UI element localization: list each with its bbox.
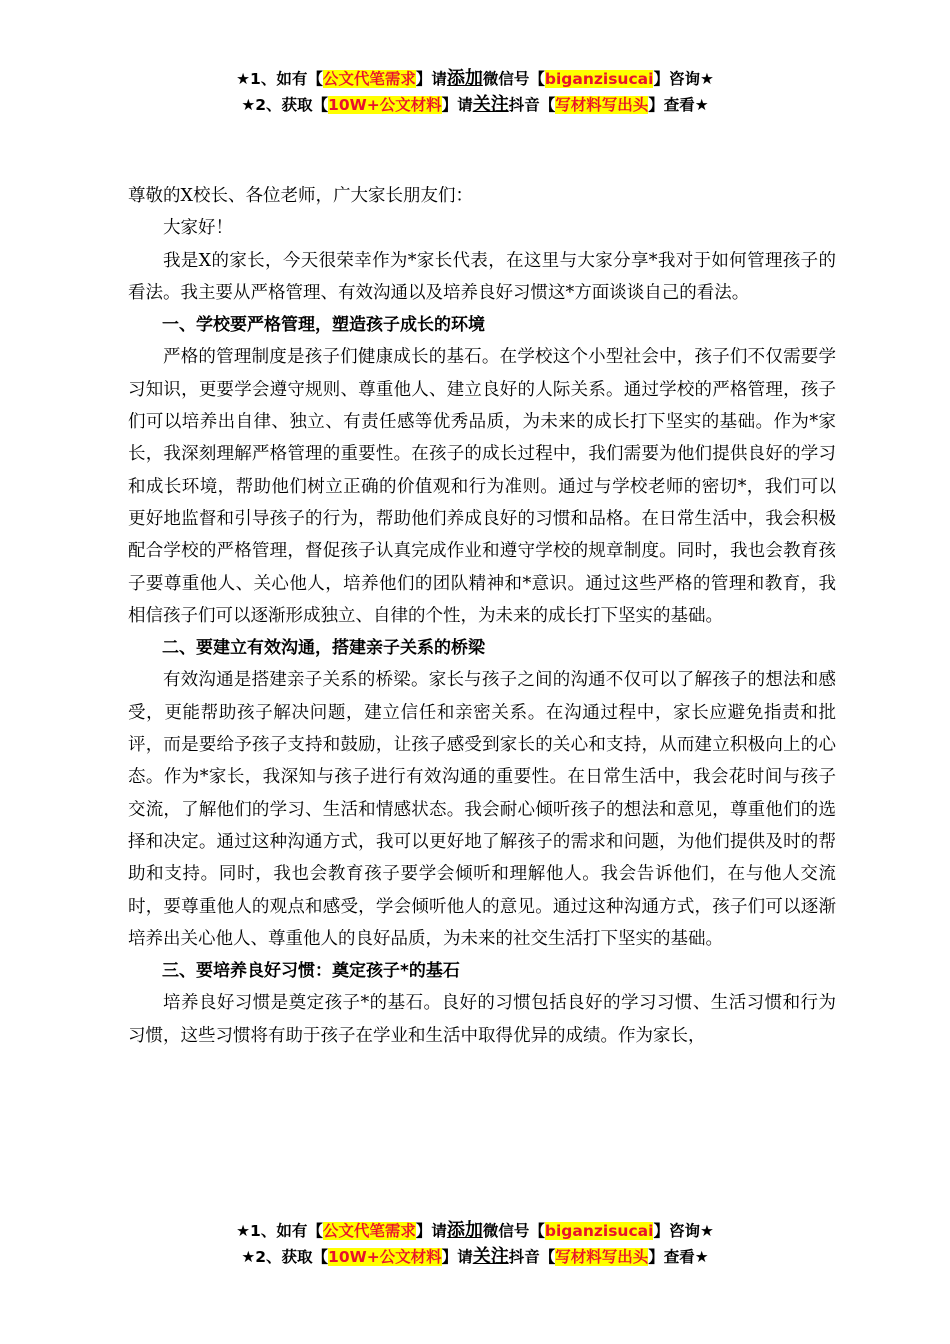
banner-text: 微信号【: [482, 1222, 545, 1240]
banner-highlight: biganzisucai: [544, 1222, 654, 1240]
section-heading: 二、要建立有效沟通，搭建亲子关系的桥梁: [162, 638, 485, 659]
banner-text: ★1、如有【: [236, 70, 323, 88]
banner-text: ★2、获取【: [241, 1248, 329, 1266]
section-paragraph: 有效沟通是搭建亲子关系的桥梁。家长与孩子之间的沟通不仅可以了解孩子的想法和感受，更能帮助孩子解决问题，建立信任和亲密关系。在沟通过程中，家长应避免指责和批评，而是要给予孩子支持和鼓励，让孩子感受到家长的关心和支持，从而建立积极向上的心态。作为*家长，我深知与孩子进行有效沟通的重要性。在日常生活中，我会花时间与孩子交流，了解他们的学习、生活和情感状态。我会耐心倾听孩子的想法和意见，尊重他们的选择和决定。通过这种沟通方式，我可以更好地了解孩子的需求和问题，为他们提供及时的帮助和支持。同时，我也会教育孩子要学会倾听和理解他人。我会告诉他们，在与他人交流时，要尊重他人的观点和感受，学会倾听他人的意见。通过这种沟通方式，孩子们可以逐渐培养出关心他人、尊重他人的良好品质，为未来的社交生活打下坚实的基础。: [128, 670, 836, 949]
banner-line-2: [0, 92, 950, 118]
banner-highlight: 10W+公文材料: [328, 96, 442, 114]
section-heading: 三、要培养良好习惯：奠定孩子*的基石: [162, 961, 460, 982]
banner-emphasis: 添加: [446, 68, 483, 89]
banner-text: 】咨询★: [653, 70, 714, 88]
banner-text: 】请: [441, 1248, 473, 1266]
banner-line-2: [0, 1244, 950, 1270]
banner-emphasis: 添加: [446, 1220, 483, 1241]
intro-paragraph: 我是X的家长，今天很荣幸作为*家长代表，在这里与大家分享*我对于如何管理孩子的看法。我主要从严格管理、有效沟通以及培养良好习惯这*方面谈谈自己的看法。: [128, 250, 836, 303]
header-banner: [0, 66, 950, 118]
greeting: 大家好！: [163, 218, 233, 239]
banner-highlight: 写材料写出头: [555, 1248, 649, 1266]
salutation: 尊敬的X校长、各位老师，广大家长朋友们：: [128, 186, 473, 206]
banner-highlight: 公文代笔需求: [322, 1222, 416, 1240]
banner-text: 】请: [415, 70, 447, 88]
banner-text: 抖音【: [508, 1248, 556, 1266]
banner-text: 】请: [441, 96, 473, 114]
footer-banner: [0, 1218, 950, 1270]
banner-text: ★1、如有【: [236, 1222, 323, 1240]
banner-text: ★2、获取【: [241, 96, 329, 114]
banner-text: 微信号【: [482, 70, 545, 88]
banner-highlight: 10W+公文材料: [328, 1248, 442, 1266]
letter-body: [128, 180, 836, 1052]
banner-text: 】查看★: [648, 1248, 709, 1266]
banner-text: 抖音【: [508, 96, 556, 114]
banner-highlight: biganzisucai: [544, 70, 654, 88]
banner-text: 】查看★: [648, 96, 709, 114]
banner-text: 】咨询★: [653, 1222, 714, 1240]
section-paragraph: 严格的管理制度是孩子们健康成长的基石。在学校这个小型社会中，孩子们不仅需要学习知识，更要学会遵守规则、尊重他人、建立良好的人际关系。通过学校的严格管理，孩子们可以培养出自律、独立、有责任感等优秀品质，为未来的成长打下坚实的基础。作为*家长，我深刻理解严格管理的重要性。在孩子的成长过程中，我们需要为他们提供良好的学习和成长环境，帮助他们树立正确的价值观和行为准则。通过与学校老师的密切*，我们可以更好地监督和引导孩子的行为，帮助他们养成良好的习惯和品格。在日常生活中，我会积极配合学校的严格管理，督促孩子认真完成作业和遵守学校的规章制度。同时，我也会教育孩子要尊重他人、关心他人，培养他们的团队精神和*意识。通过这些严格的管理和教育，我相信孩子们可以逐渐形成独立、自律的个性，为未来的成长打下坚实的基础。: [128, 347, 836, 626]
banner-text: 】请: [415, 1222, 447, 1240]
banner-emphasis: 关注: [472, 1246, 509, 1267]
banner-emphasis: 关注: [472, 94, 509, 115]
banner-line-1: [0, 66, 950, 92]
section-heading: 一、学校要严格管理，塑造孩子成长的环境: [162, 315, 485, 336]
banner-highlight: 写材料写出头: [555, 96, 649, 114]
section-paragraph: 培养良好习惯是奠定孩子*的基石。良好的习惯包括良好的学习习惯、生活习惯和行为习惯，这些习惯将有助于孩子在学业和生活中取得优异的成绩。作为家长，: [128, 993, 836, 1046]
banner-highlight: 公文代笔需求: [322, 70, 416, 88]
banner-line-1: [0, 1218, 950, 1244]
